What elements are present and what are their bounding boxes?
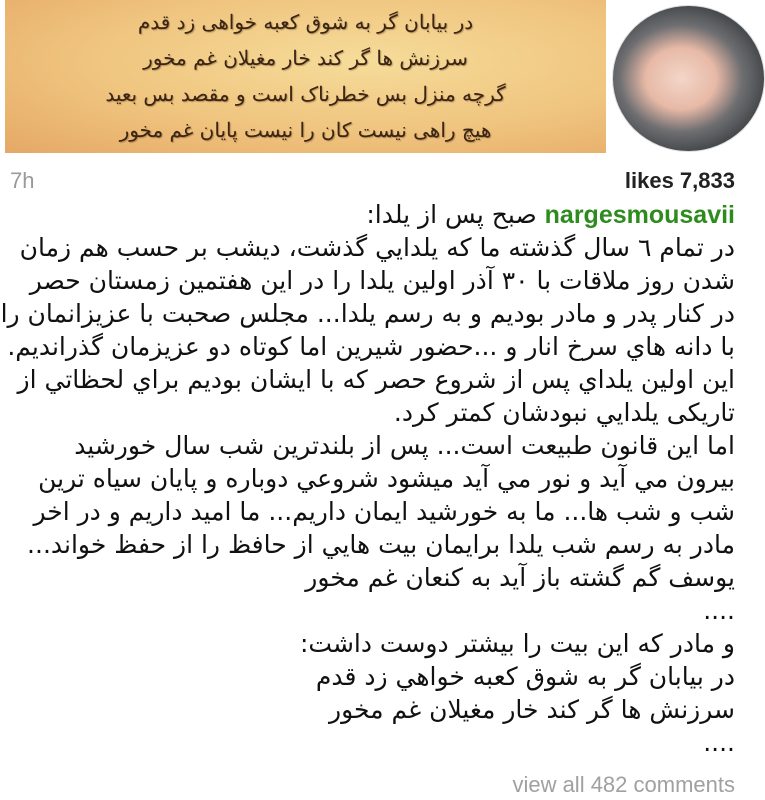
caption-line: شب و شب ها... ما به خورشید ایمان داریم... ما امید داریم و در اخر xyxy=(33,497,735,526)
caption-line: .... xyxy=(703,596,735,625)
caption-line: این اولین یلداي پس از شروع حصر که با ایشان بودیم براي لحظاتي از xyxy=(17,365,735,394)
caption-line: یوسف گم گشته باز آید به کنعان غم مخور xyxy=(305,563,735,592)
caption-line: و مادر که این بیت را بیشتر دوست داشت: xyxy=(299,629,735,658)
image-verse: هیچ راهی نیست کان را نیست پایان غم مخور xyxy=(119,118,492,142)
caption-line: با دانه هاي سرخ انار و ...حضور شیرین اما کوتاه دو عزیزمان گذراندیم. xyxy=(7,332,735,361)
image-verse: در بیابان گر به شوق کعبه خواهی زد قدم xyxy=(137,10,474,34)
post-time: 7h xyxy=(10,168,35,193)
caption-line: تاریکی یلدایي نبودشان کمتر کرد. xyxy=(393,398,735,427)
caption-line: در تمام ٦ سال گذشته ما که یلدایي گذشت، دیشب بر حسب هم زمان xyxy=(19,233,735,262)
image-verses xyxy=(5,4,606,148)
likes-count[interactable]: likes 7,833 xyxy=(624,168,735,193)
view-all-comments-link[interactable]: view all 482 comments xyxy=(512,772,735,797)
caption-line: اما این قانون طبیعت است... پس از بلندترین شب سال خورشید xyxy=(74,431,735,460)
caption-body xyxy=(0,231,735,759)
caption-line: مادر به رسم شب یلدا برایمان بیت هایي از حافظ را از حفظ خواند... xyxy=(27,530,735,559)
caption-line: در بیابان گر به شوق کعبه خواهي زد قدم xyxy=(315,662,735,691)
caption-line: بیرون مي آید و نور مي آید میشود شروعي دوباره و پایان سیاه ترین xyxy=(38,464,735,493)
caption-line: .... xyxy=(703,728,735,757)
post-image[interactable] xyxy=(5,0,606,153)
image-verse: گرچه منزل بس خطرناک است و مقصد بس بعید xyxy=(105,82,506,106)
caption-line: در کنار پدر و مادر بودیم و به رسم یلدا... مجلس صحبت با عزیزانمان را xyxy=(0,299,735,328)
caption-line: سرزنش ها گر کند خار مغیلان غم مخور xyxy=(329,695,735,724)
caption xyxy=(0,198,735,759)
image-verse: سرزنش ها گر کند خار مغیلان غم مخور xyxy=(143,46,468,70)
caption-line xyxy=(0,198,735,231)
caption-line: شدن روز ملاقات با ۳۰ آذر اولین یلدا را در این هفتمین زمستان حصر xyxy=(29,266,735,295)
username-link[interactable]: nargesmousavii xyxy=(544,201,735,229)
caption-title: صبح پس از یلدا: xyxy=(366,200,537,229)
avatar[interactable] xyxy=(612,5,765,152)
